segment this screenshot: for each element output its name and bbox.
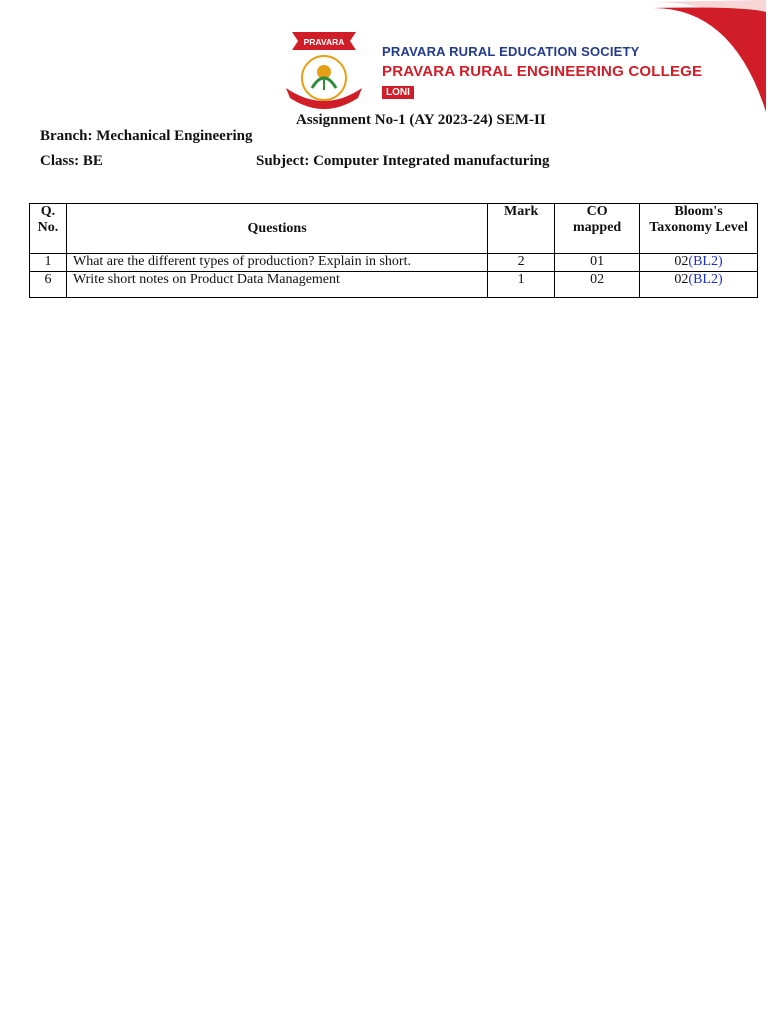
level-number: 02 [674,254,689,269]
questions-table [29,203,758,298]
level-number: 02 [674,272,689,287]
header-questions: Questions [66,204,487,254]
college-header [382,44,702,100]
cell-blooms [640,254,758,272]
bl-code: (BL2) [688,272,723,287]
cell-blooms [640,272,758,298]
cell-co: 01 [555,254,640,272]
society-name: PRAVARA RURAL EDUCATION SOCIETY [382,44,640,59]
college-logo-icon [278,28,370,110]
class-line: Class: BE [40,153,103,169]
cell-co: 02 [555,272,640,298]
header-mark: Mark [488,204,555,254]
cell-mark: 1 [488,272,555,298]
table-header-row [30,204,758,254]
assignment-title: Assignment No-1 (AY 2023-24) SEM-II [296,112,546,128]
cell-question: Write short notes on Product Data Management [66,272,487,298]
cell-question: What are the different types of production? Explain in short. [66,254,487,272]
branch-line: Branch: Mechanical Engineering [40,128,253,144]
header-qno: Q. No. [30,204,67,254]
table-row [30,254,758,272]
logo-banner-text: PRAVARA [303,37,345,47]
college-name: PRAVARA RURAL ENGINEERING COLLEGE [382,63,703,80]
header-blooms: Bloom's Taxonomy Level [640,204,758,254]
cell-qno: 6 [30,272,67,298]
header-co: CO mapped [555,204,640,254]
cell-mark: 2 [488,254,555,272]
bl-code: (BL2) [688,254,723,269]
location-badge: LONI [382,86,414,99]
table-row [30,272,758,298]
cell-qno: 1 [30,254,67,272]
subject-line: Subject: Computer Integrated manufacturing [256,153,550,169]
